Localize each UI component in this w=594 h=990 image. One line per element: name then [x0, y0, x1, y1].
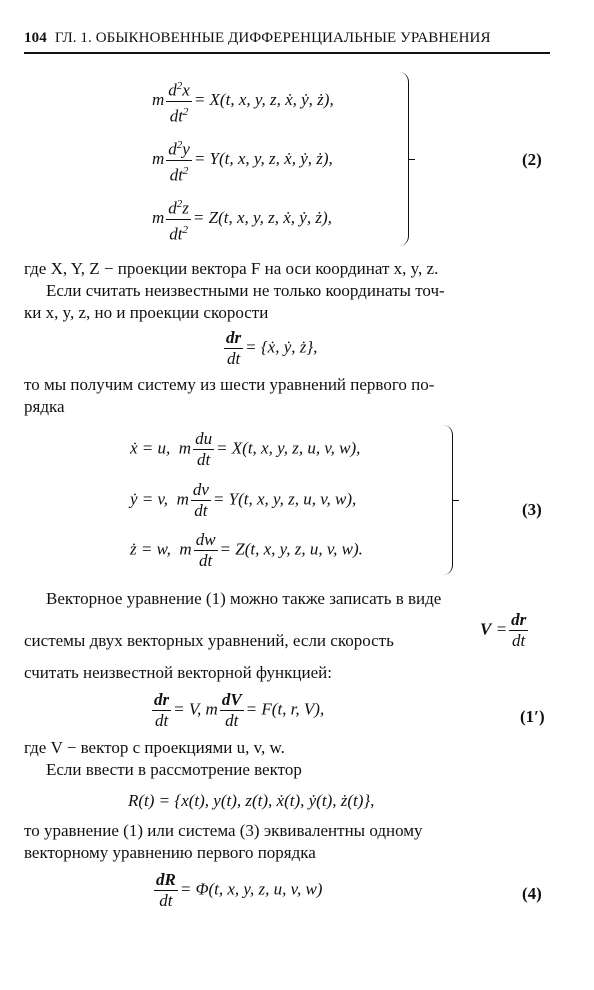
velocity-def: V = $\frac{dr}{dt}$: [480, 610, 527, 650]
text-vector-eq-2: системы двух векторных уравнений, если скорость: [24, 631, 394, 650]
system2-eq1: m $\frac{d^2x}{dt^2}$ = X(t, x, y, z, ẋ, ẏ, ż),: [152, 76, 334, 126]
system3-row3: ż = w, m $\frac{dw}{dt}$ = Z(t, x, y, z, u, v, w).: [130, 530, 363, 570]
system2-brace-tip: [408, 159, 415, 160]
text-vector-eq-3: считать неизвестной векторной функцией:: [24, 663, 332, 682]
text-introduce: Если ввести в рассмотрение вектор: [46, 760, 302, 779]
system3-brace-tip: [452, 500, 459, 501]
equation-tag-2: (2): [522, 150, 542, 169]
page-header: [24, 30, 550, 47]
text-vector-eq-1: Векторное уравнение (1) можно также записать в виде: [46, 589, 442, 608]
equation-1-prime: $\frac{dr}{dt}$ = V, m $\frac{dV}{dt}$ = F(t, r, V),: [154, 690, 325, 730]
velocity-equation: $\frac{dr}{dt}$ = {ẋ, ẏ, ż},: [226, 328, 318, 368]
text-projections: где X, Y, Z − проекции вектора F на оси координат x, y, z.: [24, 259, 439, 278]
system2-eq3: m $\frac{d^2z}{dt^2}$ = Z(t, x, y, z, ẋ, ẏ, ż),: [152, 194, 332, 244]
system3-row1: ẋ = u, m $\frac{du}{dt}$ = X(t, x, y, z, u, v, w),: [130, 429, 361, 469]
equation-tag-1prime: (1′): [520, 707, 545, 726]
equation-4: $\frac{dR}{dt}$ = Φ(t, x, y, z, u, v, w): [156, 870, 323, 910]
chapter-title: ГЛ. 1. ОБЫКНОВЕННЫЕ ДИФФЕРЕНЦИАЛЬНЫЕ УРАВНЕНИЯ: [54, 30, 491, 46]
equation-tag-4: (4): [522, 884, 542, 903]
system2-eq2: m $\frac{d^2y}{dt^2}$ = Y(t, x, y, z, ẋ, ẏ, ż),: [152, 135, 333, 185]
text-v-vector: где V − вектор с проекциями u, v, w.: [24, 738, 285, 757]
text-unknowns-1: Если считать неизвестными не только координаты точ-: [46, 281, 445, 300]
text-equivalent-1: то уравнение (1) или система (3) эквивалентны одному: [24, 821, 423, 840]
text-unknowns-2: ки x, y, z, но и проекции скорости: [24, 303, 269, 322]
page-number: 104: [24, 30, 47, 46]
header-rule: [24, 52, 550, 54]
text-six-eq-2: рядка: [24, 397, 65, 416]
equation-tag-3: (3): [522, 500, 542, 519]
R-definition: R(t) = {x(t), y(t), z(t), ẋ(t), ẏ(t), ż(t)},: [128, 791, 375, 810]
text-equivalent-2: векторному уравнению первого порядка: [24, 843, 316, 862]
system3-row2: ẏ = v, m $\frac{dv}{dt}$ = Y(t, x, y, z, u, v, w),: [130, 480, 357, 520]
text-six-eq-1: то мы получим систему из шести уравнений первого по-: [24, 375, 435, 394]
